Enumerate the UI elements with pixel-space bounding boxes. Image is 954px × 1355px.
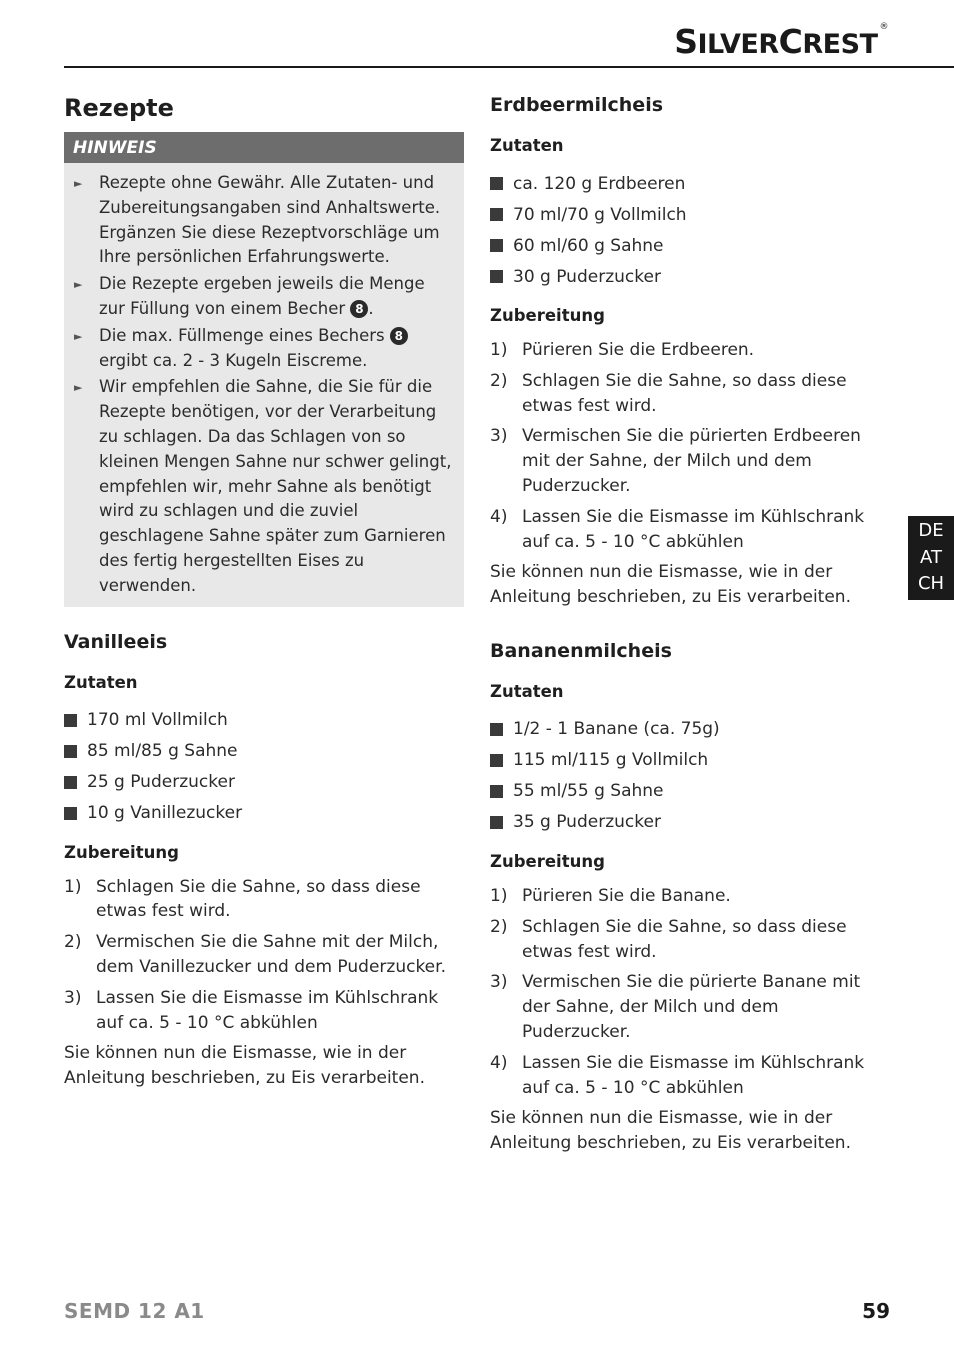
square-bullet-icon <box>64 745 77 758</box>
recipe-title-erdbeer: Erdbeermilcheis <box>490 94 664 116</box>
square-bullet-icon <box>490 239 503 252</box>
recipe-title-vanille: Vanilleeis <box>64 630 168 653</box>
arrow-right-icon: ► <box>74 381 83 395</box>
ingredient-item: 25 g Puderzucker <box>64 767 464 798</box>
ingredient-item: 115 ml/115 g Vollmilch <box>490 745 890 776</box>
note-text: Rezepte ohne Gewähr. Alle Zutaten- und Zubereitungsangaben sind Anhaltswerte. Ergänzen Sie diese Rezeptvorschläge um Ihre persönlichen Erfahrungswerte. <box>99 173 441 267</box>
right-column <box>490 90 890 1156</box>
note-item <box>74 171 454 270</box>
page-title: Rezepte <box>64 94 174 122</box>
step-item: 2) Schlagen Sie die Sahne, so dass diese etwas fest wird. <box>490 370 847 416</box>
note-item <box>74 272 454 322</box>
step-list <box>490 884 890 1100</box>
part-number-badge: 8 <box>390 327 408 345</box>
step-list <box>490 338 890 554</box>
language-code: CH <box>917 573 945 594</box>
language-code: AT <box>920 546 942 568</box>
recipe-footer-text: Sie können nun die Eismasse, wie in der Anleitung beschrieben, zu Eis verarbeiten. <box>490 1108 851 1154</box>
square-bullet-icon <box>64 714 77 727</box>
ingredient-item: 55 ml/55 g Sahne <box>490 776 890 807</box>
note-box <box>64 132 464 607</box>
step-item: 4) Lassen Sie die Eismasse im Kühlschrank auf ca. 5 - 10 °C abkühlen <box>490 506 865 552</box>
ingredients-label: Zutaten <box>64 672 138 692</box>
step-item: 2) Schlagen Sie die Sahne, so dass diese etwas fest wird. <box>490 916 847 962</box>
arrow-right-icon: ► <box>74 177 83 190</box>
square-bullet-icon <box>490 785 503 798</box>
square-bullet-icon <box>64 776 77 789</box>
language-code: DE <box>918 520 944 541</box>
brand-logo: SILVERCREST® <box>674 22 888 61</box>
square-bullet-icon <box>490 208 503 221</box>
step-item: 3) Lassen Sie die Eismasse im Kühlschrank auf ca. 5 - 10 °C abkühlen <box>64 987 439 1033</box>
ingredient-list <box>490 714 890 838</box>
preparation-label: Zubereitung <box>490 851 605 871</box>
ingredients-label: Zutaten <box>490 681 564 701</box>
preparation-label: Zubereitung <box>490 306 605 325</box>
arrow-right-icon: ► <box>74 329 83 343</box>
ingredient-item: 35 g Puderzucker <box>490 807 890 838</box>
ingredient-item: 10 g Vanillezucker <box>64 798 464 829</box>
step-item: 3) Vermischen Sie die pürierte Banane mit der Sahne, der Milch und dem Puderzucker. <box>490 972 861 1042</box>
square-bullet-icon <box>64 807 77 820</box>
step-item: 1) Schlagen Sie die Sahne, so dass diese etwas fest wird. <box>64 876 421 922</box>
model-number: SEMD 12 A1 <box>64 1299 205 1323</box>
part-number-badge: 8 <box>350 300 368 318</box>
ingredient-item: 85 ml/85 g Sahne <box>64 736 464 767</box>
step-list <box>64 875 464 1036</box>
ingredient-item: 1/2 - 1 Banane (ca. 75g) <box>490 714 890 745</box>
step-item: 1) Pürieren Sie die Banane. <box>490 885 731 906</box>
step-item: 1) Pürieren Sie die Erdbeeren. <box>490 340 755 360</box>
square-bullet-icon <box>490 723 503 736</box>
note-item <box>74 324 454 374</box>
ingredients-label: Zutaten <box>490 136 564 155</box>
note-list <box>64 163 464 599</box>
note-heading: HINWEIS <box>64 132 464 163</box>
preparation-label: Zubereitung <box>64 842 179 862</box>
header-rule <box>64 66 954 68</box>
ingredient-item: 30 g Puderzucker <box>490 261 890 292</box>
note-text: Die Rezepte ergeben jeweils die Menge zur Füllung von einem Becher 8 . <box>99 274 425 318</box>
left-column <box>64 90 464 1091</box>
note-item <box>74 375 454 598</box>
square-bullet-icon <box>490 754 503 767</box>
language-tab <box>908 516 954 600</box>
recipe-footer-text: Sie können nun die Eismasse, wie in der Anleitung beschrieben, zu Eis verarbeiten. <box>64 1043 425 1089</box>
note-text: Wir empfehlen die Sahne, die Sie für die Rezepte benötigen, vor der Verarbeitung zu schlagen. Da das Schlagen von so kleinen Mengen Sahne nur schwer gelingt, empfehlen wir, mehr Sahne als benötigt wird zu schlagen und die zuviel geschlagene Sahne später zum Garnieren des fertig hergestellten Eises zu verwenden. <box>99 377 452 595</box>
section-spacer <box>490 610 890 640</box>
note-text: Die max. Füllmenge eines Bechers 8 ergibt ca. 2 - 3 Kugeln Eiscreme. <box>99 324 454 374</box>
step-item: 3) Vermischen Sie die pürierten Erdbeeren mit der Sahne, der Milch und dem Puderzucker. <box>490 426 861 496</box>
square-bullet-icon <box>490 816 503 829</box>
recipe-title-banane: Bananenmilcheis <box>490 639 672 662</box>
ingredient-item: ca. 120 g Erdbeeren <box>490 168 890 199</box>
square-bullet-icon <box>490 270 503 283</box>
step-item: 2) Vermischen Sie die Sahne mit der Milch, dem Vanillezucker und dem Puderzucker. <box>64 932 446 977</box>
page-number: 59 <box>862 1299 890 1323</box>
ingredient-list <box>490 168 890 292</box>
recipe-footer-text: Sie können nun die Eismasse, wie in der Anleitung beschrieben, zu Eis verarbeiten. <box>490 562 851 608</box>
ingredient-item: 170 ml Vollmilch <box>64 705 464 736</box>
step-item: 4) Lassen Sie die Eismasse im Kühlschrank auf ca. 5 - 10 °C abkühlen <box>490 1052 865 1098</box>
ingredient-list <box>64 705 464 829</box>
square-bullet-icon <box>490 177 503 190</box>
ingredient-item: 70 ml/70 g Vollmilch <box>490 199 890 230</box>
arrow-right-icon: ► <box>74 278 83 292</box>
ingredient-item: 60 ml/60 g Sahne <box>490 230 890 261</box>
